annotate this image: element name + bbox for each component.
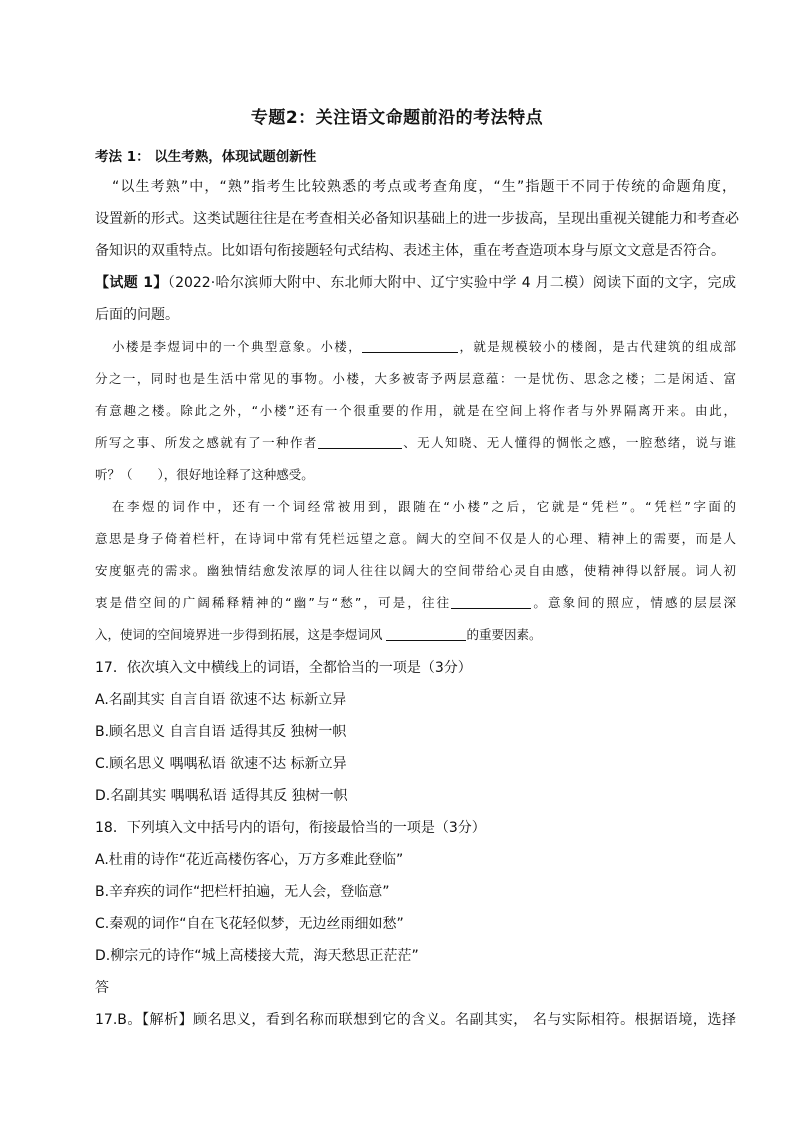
intro-line-2: 设置新的形式。这类试题往往是在考查相关必备知识基础上的进一步拔高，呈现出重视关键能力和考查必 <box>95 211 739 227</box>
fill-blank-3 <box>451 594 531 609</box>
passage-line-1: 小楼是李煜词中的一个典型意象。小楼， ，就是规模较小的楼阁，是古代建筑的组成部 <box>112 339 736 354</box>
fill-blank-1 <box>362 338 458 353</box>
passage-line-8: 安度躯壳的需求。幽独情结愈发浓厚的词人往往以阔大的空间带给心灵自由感，使精神得以舒展。词人初 <box>95 563 736 578</box>
section-heading: 考法 1： 以生考熟，体现试题创新性 <box>95 149 317 165</box>
page-title: 专题2：关注语文命题前沿的考法特点 <box>250 108 544 128</box>
q17-option-b: B.顾名思义 自言自语 适得其反 独树一帜 <box>95 724 347 740</box>
passage-line-3: 有意趣之楼。除此之外，“小楼”还有一个很重要的作用，就是在空间上将作者与外界隔离开来。由此， <box>95 403 736 418</box>
passage-line-2: 分之一，同时也是生活中常见的事物。小楼，大多被寄予两层意蕴：一是忧伤、思念之楼；二是闲适、富 <box>95 371 736 386</box>
intro-line-1: “以生考熟”中，“熟”指考生比较熟悉的考点或考查角度，“生”指题干不同于传统的命题角度， <box>112 179 736 195</box>
q18-option-c: C.秦观的词作“自在飞花轻似梦，无边丝雨细如愁” <box>95 916 404 932</box>
question-source-line-1 <box>95 272 736 292</box>
q17-stem: 17．依次填入文中横线上的词语，全都恰当的一项是（3分） <box>95 660 472 676</box>
passage-line-10: 入，使词的空间境界进一步得到拓展，这是李煜词风 的重要因素。 <box>95 627 542 642</box>
intro-line-3: 备知识的双重特点。比如语句衔接题轻句式结构、表述主体，重在考查造项本身与原文文意是否符合。 <box>95 243 725 259</box>
passage-line-7: 意思是身子倚着栏杆，在诗词中常有凭栏远望之意。阔大的空间不仅是人的心理、精神上的需要，而是人 <box>95 531 736 546</box>
passage-line-5: 听？（ ），很好地诠释了这种感受。 <box>95 467 314 482</box>
question-source: （2022·哈尔滨师大附中、东北师大附中、辽宁实验中学 4 月二模）阅读下面的文字，完成 <box>167 275 736 291</box>
answer-label: 答 <box>95 980 109 996</box>
passage-line-9: 衷是借空间的广阔稀释精神的“幽”与“愁”，可是，往往 。意象间的照应，情感的层层深 <box>95 595 736 610</box>
q17-option-a: A.名副其实 自言自语 欲速不达 标新立异 <box>95 692 347 708</box>
passage-line-4: 所写之事、所发之感就有了一种作者 、无人知晓、无人懂得的惆怅之感，一腔愁绪，说与谁 <box>95 435 736 450</box>
q18-option-b: B.辛弃疾的词作“把栏杆拍遍，无人会，登临意” <box>95 884 390 900</box>
question-label: 【试题 1】 <box>95 275 168 291</box>
fill-blank-2 <box>318 434 402 449</box>
q17-option-d: D.名副其实 喁喁私语 适得其反 独树一帜 <box>95 788 348 804</box>
q18-stem: 18．下列填入文中括号内的语句，衔接最恰当的一项是（3分） <box>95 820 486 836</box>
q18-option-a: A.杜甫的诗作“花近高楼伤客心，万方多难此登临” <box>95 852 404 868</box>
q18-option-d: D.柳宗元的诗作“城上高楼接大荒，海天愁思正茫茫” <box>95 948 419 964</box>
question-source-line-2: 后面的问题。 <box>95 307 179 323</box>
passage-line-6: 在李煜的词作中，还有一个词经常被用到，跟随在“小楼”之后，它就是“凭栏”。“凭栏”字面的 <box>112 499 736 514</box>
answer-17: 17.B。【解析】顾名思义，看到名称而联想到它的含义。名副其实， 名与实际相符。根据语境，选择 <box>95 1012 736 1028</box>
q17-option-c: C.顾名思义 喁喁私语 欲速不达 标新立异 <box>95 756 347 772</box>
fill-blank-4 <box>386 626 466 641</box>
